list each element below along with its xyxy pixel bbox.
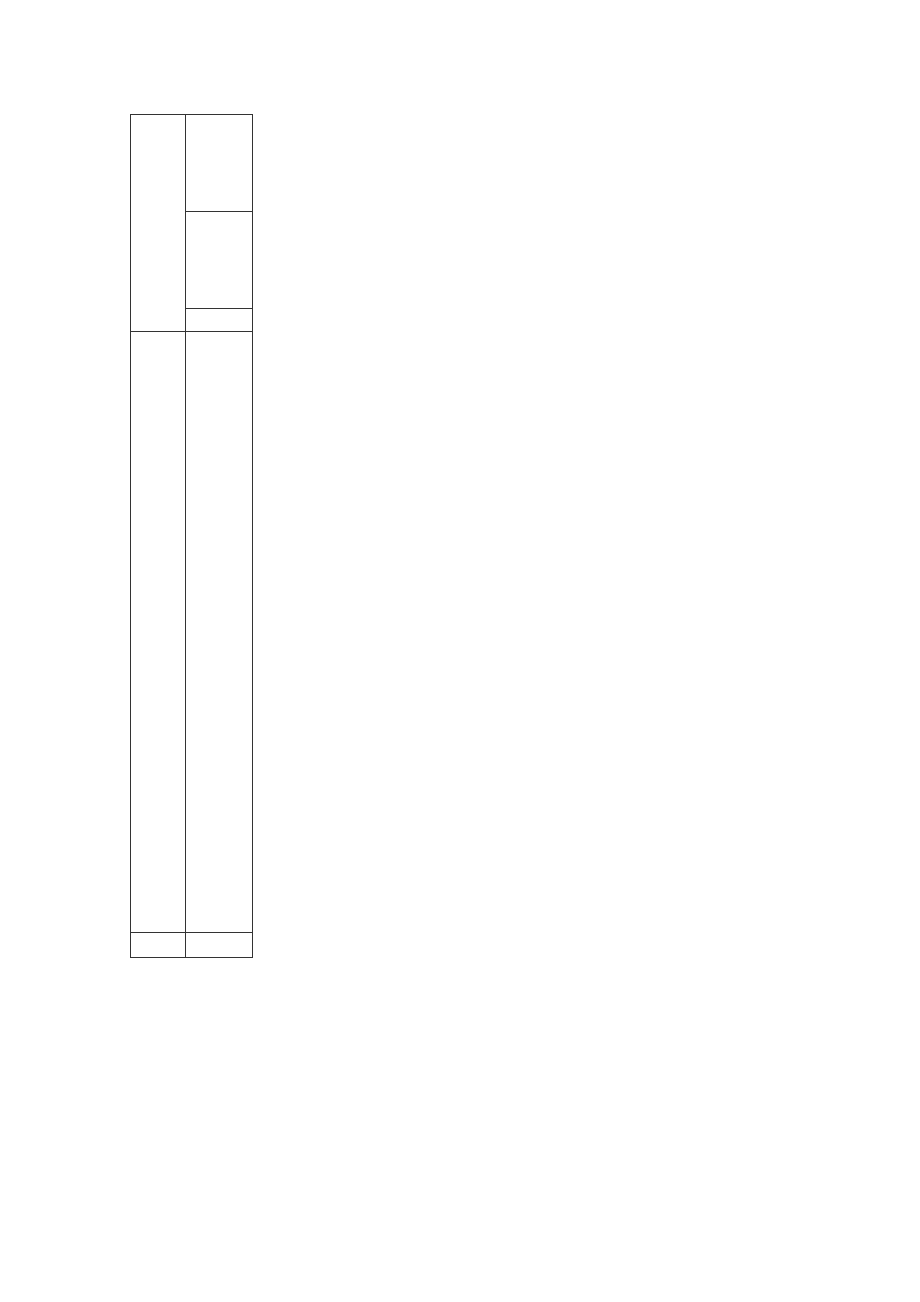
- bottom-cell-b: [186, 933, 253, 958]
- score-side-table: [130, 114, 253, 958]
- exam-title-vertical: [131, 115, 186, 332]
- reviewer-cell-1: [186, 115, 253, 212]
- score-cell-blank: [186, 309, 253, 332]
- exam-title-vertical-lower: [131, 332, 186, 933]
- reviewer-cell-2: [186, 212, 253, 309]
- score-cell-empty: [186, 332, 253, 933]
- bottom-cell-a: [131, 933, 186, 958]
